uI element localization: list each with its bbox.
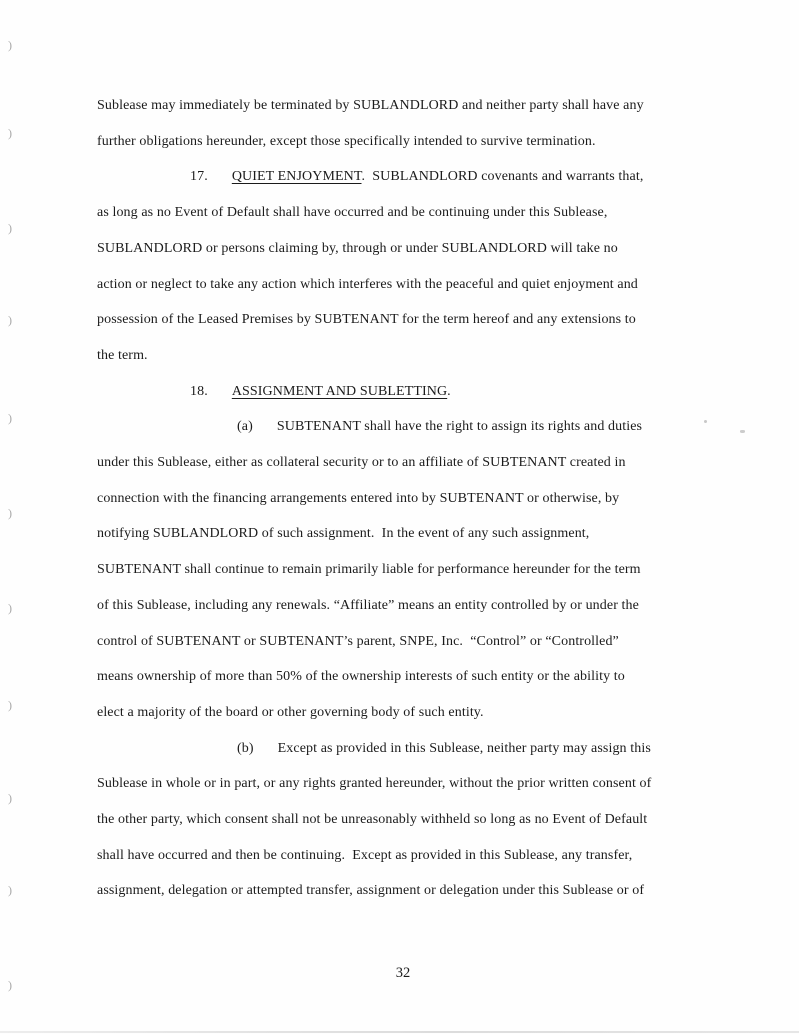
text-segment: as long as no Event of Default shall have occurred and be continuing under this Sublease, <box>97 205 608 221</box>
text-line <box>97 409 757 445</box>
text-segment: (a) <box>237 419 253 435</box>
text-line <box>97 88 757 124</box>
text-segment: Sublease may immediately be terminated by SUBLANDLORD and neither party shall have any <box>97 98 644 113</box>
text-segment: the term. <box>97 347 148 363</box>
text-line <box>97 516 757 552</box>
text-line <box>97 124 757 160</box>
text-segment: Sublease in whole or in part, or any rights granted hereunder, without the prior written consent of <box>97 776 652 792</box>
text-line <box>97 159 757 195</box>
binding-mark: ) <box>8 601 12 615</box>
document-body <box>97 88 757 909</box>
text-segment: action or neglect to take any action which interferes with the peaceful and quiet enjoyment and <box>97 276 638 292</box>
page-number: 32 <box>395 965 411 981</box>
text-segment: . SUBLANDLORD covenants and warrants that, <box>361 169 644 185</box>
text-line <box>97 374 757 410</box>
scan-artifact <box>704 420 707 423</box>
binding-mark: ) <box>8 313 12 327</box>
text-segment: elect a majority of the board or other governing body of such entity. <box>97 704 484 720</box>
text-segment: 17. <box>190 169 208 185</box>
text-line <box>97 873 757 909</box>
binding-mark: ) <box>8 411 12 425</box>
scan-edge <box>0 1031 799 1033</box>
text-segment: further obligations hereunder, except those specifically intended to survive termination. <box>97 133 596 149</box>
text-segment: means ownership of more than 50% of the ownership interests of such entity or the ability to <box>97 669 625 685</box>
binding-mark: ) <box>8 221 12 235</box>
text-segment: SUBLANDLORD or persons claiming by, through or under SUBLANDLORD will take no <box>97 240 618 256</box>
text-segment: possession of the Leased Premises by SUBTENANT for the term hereof and any extensions to <box>97 312 636 328</box>
text-segment: Except as provided in this Sublease, neither party may assign this <box>277 740 651 756</box>
binding-mark: ) <box>8 791 12 805</box>
text-line <box>97 338 757 374</box>
text-line <box>97 302 757 338</box>
binding-mark: ) <box>8 698 12 712</box>
text-segment: assignment, delegation or attempted transfer, assignment or delegation under this Sublease or of <box>97 883 645 899</box>
text-segment: of this Sublease, including any renewals. “Affiliate” means an entity controlled by or under the <box>97 597 639 613</box>
text-segment: (b) <box>237 740 254 756</box>
text-line <box>97 695 757 731</box>
section-heading: QUIET ENJOYMENT <box>231 169 362 185</box>
binding-mark: ) <box>8 126 12 140</box>
text-line <box>97 624 757 660</box>
binding-mark: ) <box>8 38 12 52</box>
text-line <box>97 195 757 231</box>
binding-mark: ) <box>8 978 12 992</box>
text-line <box>97 659 757 695</box>
text-line <box>97 588 757 624</box>
text-segment: . <box>447 383 451 399</box>
text-line <box>97 445 757 481</box>
section-heading: ASSIGNMENT AND SUBLETTING <box>231 383 448 399</box>
text-segment: the other party, which consent shall not be unreasonably withheld so long as no Event of Default <box>97 812 648 828</box>
binding-mark: ) <box>8 506 12 520</box>
text-segment: control of SUBTENANT or SUBTENANT’s parent, SNPE, Inc. “Control” or “Controlled” <box>97 633 619 649</box>
text-line <box>97 481 757 517</box>
text-segment: 18. <box>190 383 208 399</box>
text-segment: under this Sublease, either as collateral security or to an affiliate of SUBTENANT created in <box>97 455 626 471</box>
text-line <box>97 231 757 267</box>
text-line <box>97 802 757 838</box>
text-line <box>97 838 757 874</box>
text-segment: notifying SUBLANDLORD of such assignment. In the event of any such assignment, <box>97 526 590 542</box>
text-segment: SUBTENANT shall continue to remain primarily liable for performance hereunder for the term <box>97 562 641 578</box>
text-segment: shall have occurred and then be continuing. Except as provided in this Sublease, any transfer, <box>97 847 633 863</box>
binding-mark: ) <box>8 883 12 897</box>
text-line <box>97 731 757 767</box>
text-line <box>97 552 757 588</box>
text-segment: SUBTENANT shall have the right to assign its rights and duties <box>276 419 643 435</box>
text-line <box>97 267 757 303</box>
text-segment: connection with the financing arrangements entered into by SUBTENANT or otherwise, by <box>97 490 620 506</box>
scan-artifact <box>740 430 745 433</box>
text-line <box>97 766 757 802</box>
